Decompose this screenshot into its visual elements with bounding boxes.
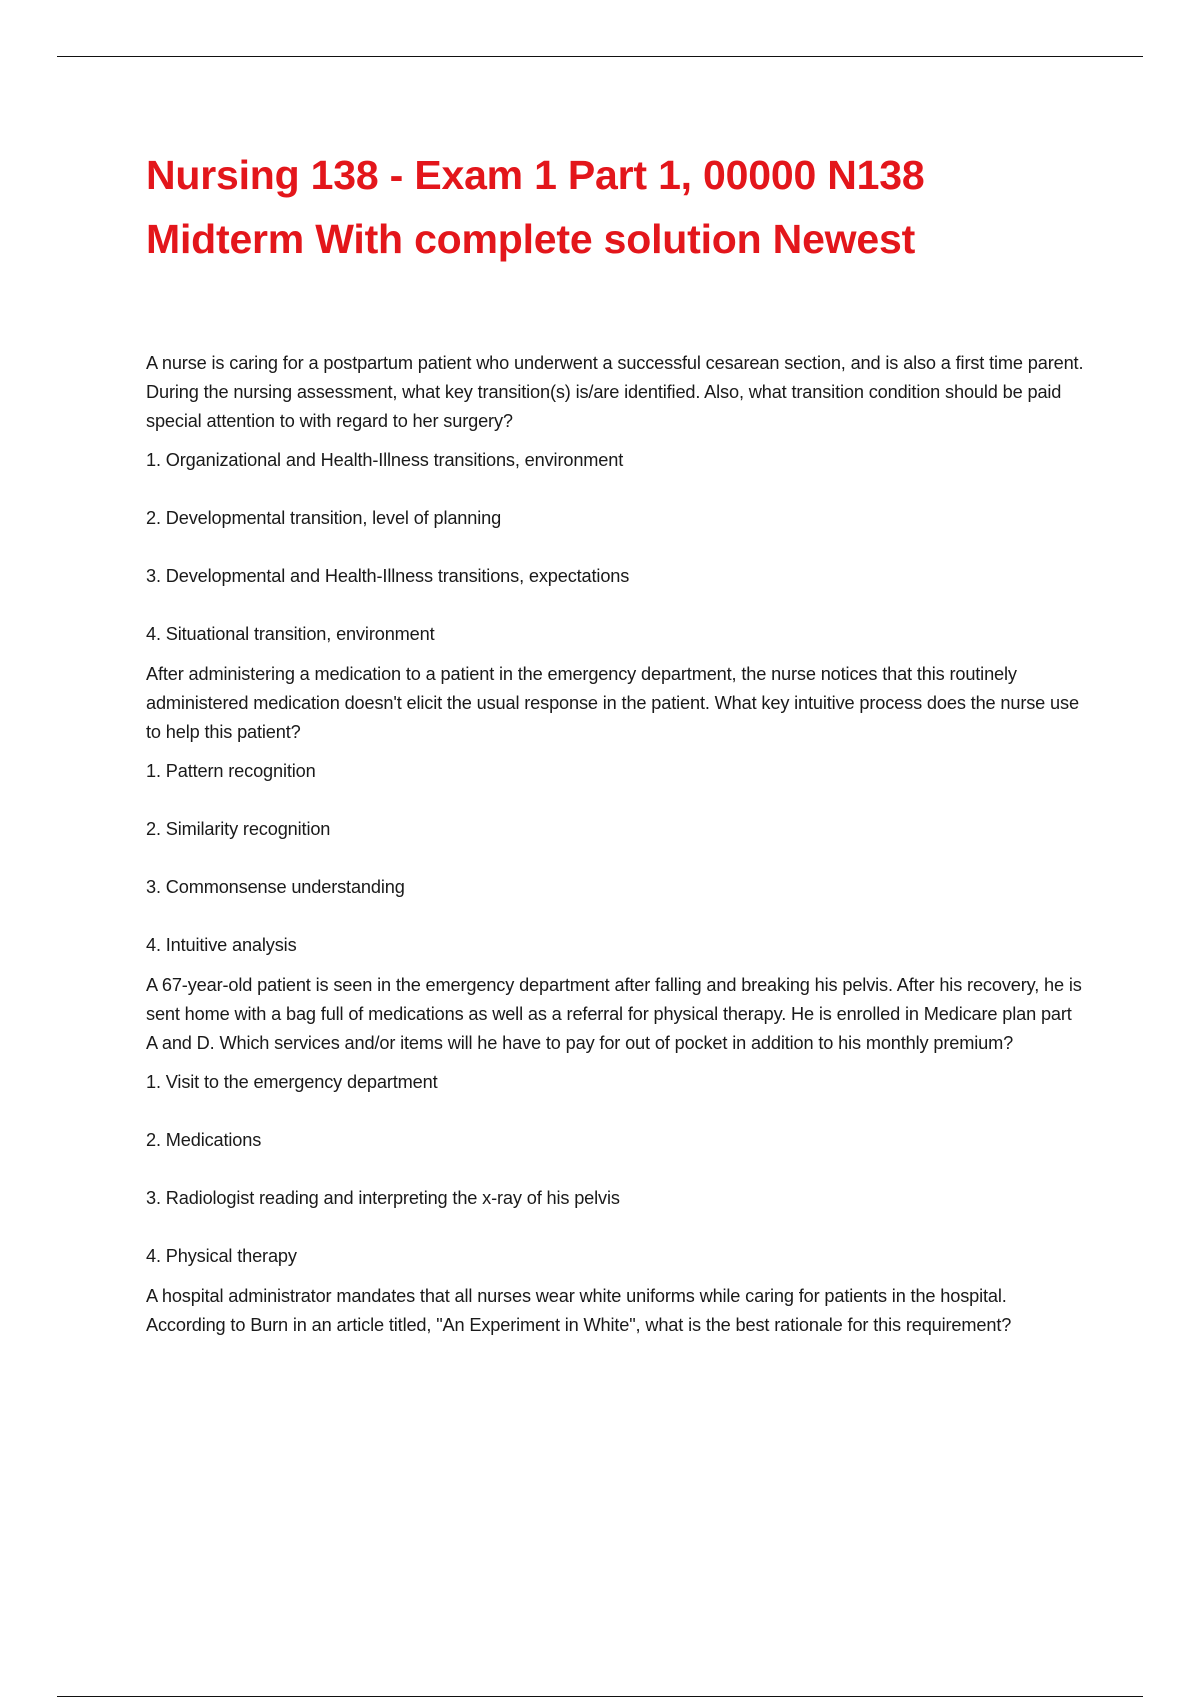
answer-option: 2. Similarity recognition (146, 819, 331, 839)
question-stem: After administering a medication to a patient in the emergency department, the nurse notices that this routinely administered medication doesn't elicit the usual response in the patient. What key intuitive process does the nurse use to help this patient? (146, 664, 1079, 742)
answer-option: 2. Developmental transition, level of planning (146, 508, 502, 528)
answer-option: 4. Physical therapy (146, 1246, 297, 1266)
question-3 (146, 971, 1086, 1267)
answer-option: 3. Radiologist reading and interpreting the x-ray of his pelvis (146, 1188, 620, 1208)
question-stem: A 67-year-old patient is seen in the emergency department after falling and breaking his pelvis. After his recovery, he is sent home with a bag full of medications as well as a referral for physical therapy. He is enrolled in Medicare plan part A and D. Which services and/or items will he have to pay for out of pocket in addition to his monthly premium? (146, 975, 1082, 1053)
answer-option: 1. Organizational and Health-Illness transitions, environment (146, 450, 624, 470)
answer-option: 4. Intuitive analysis (146, 935, 297, 955)
question-list (146, 349, 1086, 1340)
answer-option: 3. Developmental and Health-Illness transitions, expectations (146, 566, 630, 586)
page-top-rule (57, 56, 1143, 57)
question-2 (146, 660, 1086, 956)
answer-option: 1. Pattern recognition (146, 761, 316, 781)
document-body (146, 143, 1086, 1355)
question-4 (146, 1282, 1086, 1340)
answer-option: 2. Medications (146, 1130, 262, 1150)
page-bottom-rule (57, 1696, 1143, 1697)
document-title: Nursing 138 - Exam 1 Part 1, 00000 N138 Midterm With complete solution Newest (146, 152, 925, 262)
answer-option: 3. Commonsense understanding (146, 877, 405, 897)
question-1 (146, 349, 1086, 645)
question-stem: A hospital administrator mandates that all nurses wear white uniforms while caring for patients in the hospital. According to Burn in an article titled, "An Experiment in White", what is the best rationale for this requirement? (146, 1286, 1012, 1335)
answer-option: 4. Situational transition, environment (146, 624, 435, 644)
answer-option: 1. Visit to the emergency department (146, 1072, 438, 1092)
question-stem: A nurse is caring for a postpartum patient who underwent a successful cesarean section, and is also a first time parent. During the nursing assessment, what key transition(s) is/are identified. Also, what transition condition should be paid special attention to with regard to her surgery? (146, 353, 1084, 431)
